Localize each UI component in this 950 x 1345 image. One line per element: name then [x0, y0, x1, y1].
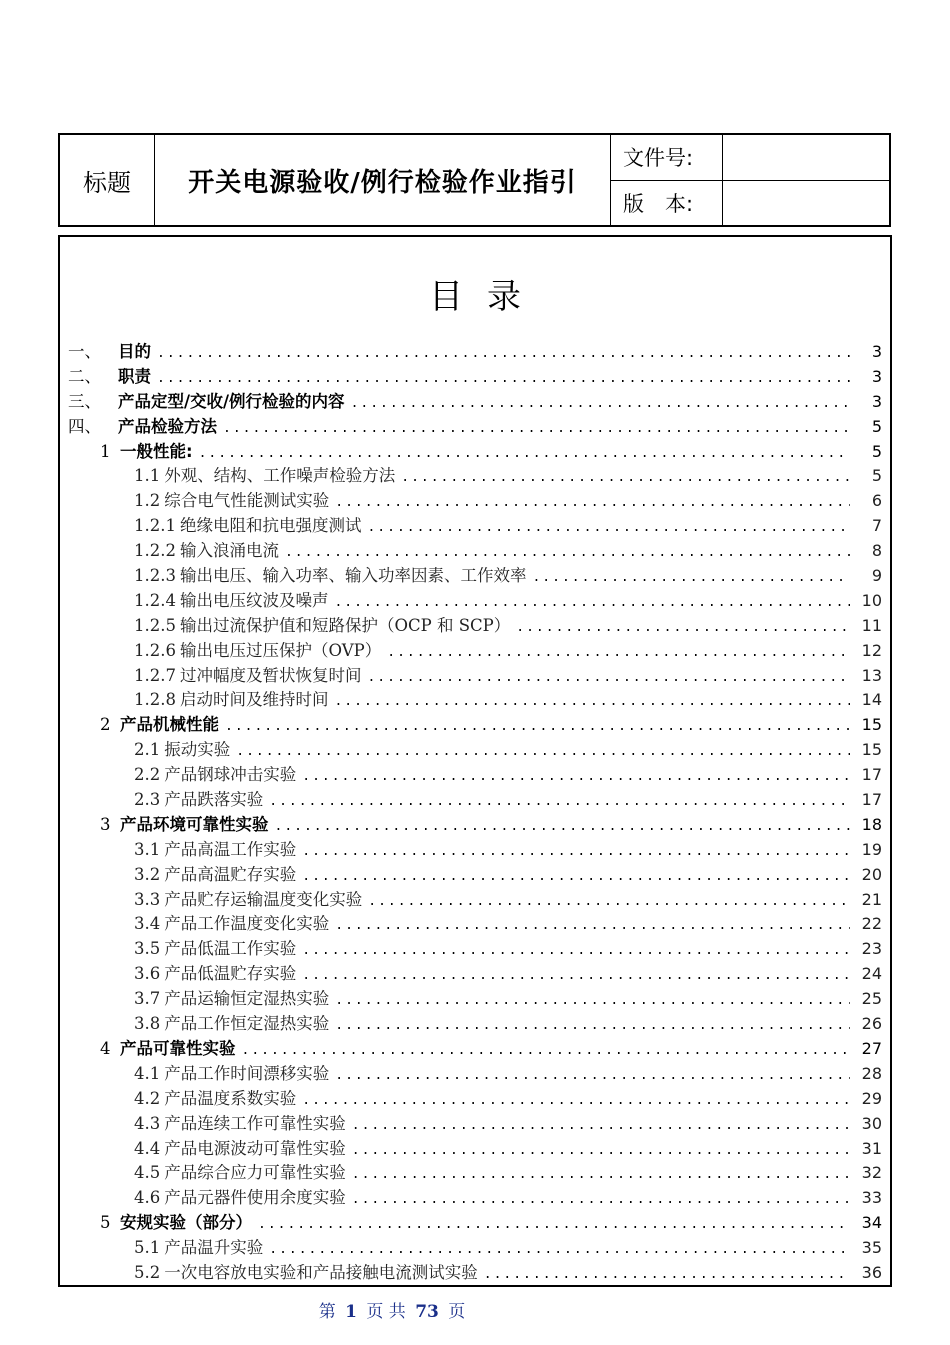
document-title: 开关电源验收/例行检验作业指引 [155, 135, 611, 225]
toc-entry-title: 产品机械性能 [120, 715, 219, 735]
version-row [611, 180, 889, 226]
toc-entry-number: 5.1 [134, 1238, 161, 1258]
toc-entry[interactable] [68, 1037, 882, 1062]
toc-entry[interactable] [68, 1062, 882, 1087]
toc-leader-dots [352, 1114, 850, 1139]
toc-entry-number: 5.2 [134, 1262, 161, 1282]
toc-leader-dots [275, 815, 851, 840]
toc-leader-dots [269, 790, 850, 815]
toc-entry-number: 1.2.4 [134, 590, 176, 610]
toc-entry[interactable] [68, 962, 882, 987]
toc-leader-dots [157, 367, 850, 392]
toc-entry-title: 产品环境可靠性实验 [120, 814, 269, 834]
toc-entry-number: 4.6 [134, 1188, 161, 1208]
toc-entry-page: 24 [861, 964, 882, 984]
toc-leader-dots [302, 765, 850, 790]
toc-entry-number: 一、 [68, 342, 101, 361]
toc-entry-number: 1.2.3 [134, 566, 176, 586]
toc-entry-page: 20 [861, 864, 882, 884]
toc-entry-title: 产品定型/交收/例行检验的内容 [118, 391, 345, 411]
toc-entry[interactable] [68, 489, 882, 514]
toc-entry-number: 5 [100, 1213, 111, 1233]
toc-entry[interactable] [68, 713, 882, 738]
toc-entry-title: 产品连续工作可靠性实验 [164, 1113, 346, 1133]
toc-leader-dots [302, 865, 850, 890]
doc-number-value [723, 135, 889, 180]
doc-number-label: 文件号: [611, 135, 723, 180]
toc-entry-title: 目的 [118, 342, 151, 361]
toc-entry[interactable] [68, 1211, 882, 1236]
toc-entry-title: 产品元器件使用余度实验 [164, 1188, 346, 1208]
toc-entry-page: 35 [861, 1238, 882, 1258]
toc-entry-number: 4.3 [134, 1113, 161, 1133]
toc-leader-dots [387, 641, 850, 666]
toc-entry[interactable] [68, 1236, 882, 1261]
toc-entry-number: 4.4 [134, 1138, 161, 1158]
toc-entry[interactable] [68, 514, 882, 539]
toc-entry[interactable] [68, 539, 882, 564]
toc-entry-page: 7 [871, 516, 882, 536]
toc-entry-page: 10 [861, 590, 882, 610]
toc-entry-number: 2 [100, 715, 111, 735]
toc-entry-page: 25 [861, 989, 882, 1009]
toc-leader-dots [335, 1064, 850, 1089]
toc-entry-title: 综合电气性能测试实验 [164, 491, 330, 511]
toc-list [68, 340, 882, 1286]
toc-entry-number: 3.6 [134, 964, 161, 984]
toc-entry-title: 外观、结构、工作噪声检验方法 [164, 466, 396, 486]
toc-entry[interactable] [68, 340, 882, 365]
toc-leader-dots [225, 715, 850, 740]
toc-entry-number: 1.2.1 [134, 516, 176, 536]
toc-leader-dots [334, 591, 850, 616]
toc-entry-number: 3.1 [134, 839, 161, 859]
toc-entry-title: 产品电源波动可靠性实验 [164, 1138, 346, 1158]
toc-leader-dots [367, 666, 850, 691]
toc-leader-dots [532, 566, 850, 591]
toc-entry-page: 18 [861, 814, 882, 834]
footer-prefix: 第 [318, 1302, 336, 1322]
toc-entry-page: 26 [861, 1014, 882, 1034]
toc-leader-dots [335, 914, 850, 939]
toc-entry[interactable] [68, 464, 882, 489]
toc-leader-dots [302, 964, 850, 989]
toc-leader-dots [335, 1014, 850, 1039]
toc-entry-page: 5 [871, 416, 882, 436]
toc-entry-number: 1.2.8 [134, 690, 176, 710]
toc-entry-title: 产品高温贮存实验 [164, 864, 297, 884]
toc-entry[interactable] [68, 987, 882, 1012]
toc-entry-title: 产品运输恒定湿热实验 [164, 989, 330, 1009]
toc-entry-title: 产品温升实验 [164, 1238, 264, 1258]
toc-entry-number: 1 [100, 441, 111, 461]
toc-entry-title: 振动实验 [164, 740, 231, 760]
toc-entry-number: 1.2.2 [134, 541, 176, 561]
toc-entry-number: 2.3 [134, 790, 161, 810]
toc-entry[interactable] [68, 738, 882, 763]
toc-leader-dots [351, 392, 850, 417]
toc-entry-page: 19 [861, 839, 882, 859]
toc-entry-page: 5 [871, 441, 882, 461]
toc-entry-page: 33 [861, 1188, 882, 1208]
toc-entry-title: 一次电容放电实验和产品接触电流测试实验 [164, 1262, 478, 1282]
toc-entry-page: 3 [871, 342, 882, 361]
toc-entry-title: 产品检验方法 [118, 416, 217, 436]
toc-leader-dots [334, 690, 850, 715]
toc-entry-title: 产品综合应力可靠性实验 [164, 1163, 346, 1183]
toc-entry-page: 23 [861, 939, 882, 959]
toc-entry[interactable] [68, 688, 882, 713]
toc-entry[interactable] [68, 1137, 882, 1162]
toc-entry[interactable] [68, 1186, 882, 1211]
toc-entry-number: 3.2 [134, 864, 161, 884]
toc-entry-page: 5 [871, 466, 882, 486]
toc-entry[interactable] [68, 664, 882, 689]
toc-entry-number: 3.5 [134, 939, 161, 959]
toc-leader-dots [269, 1238, 850, 1263]
toc-entry[interactable] [68, 912, 882, 937]
toc-entry-page: 28 [861, 1063, 882, 1083]
toc-leader-dots [157, 342, 850, 367]
toc-entry-page: 11 [861, 615, 882, 635]
toc-entry-page: 15 [861, 715, 882, 735]
header-label-cell: 标题 [60, 135, 155, 225]
footer-mid: 页 共 [366, 1302, 406, 1322]
toc-entry-page: 30 [861, 1113, 882, 1133]
toc-entry-title: 产品工作温度变化实验 [164, 914, 330, 934]
toc-leader-dots [302, 840, 850, 865]
toc-entry-number: 1.2.6 [134, 640, 176, 660]
toc-entry[interactable] [68, 589, 882, 614]
toc-entry[interactable] [68, 763, 882, 788]
toc-entry[interactable] [68, 365, 882, 390]
toc-entry-number: 3.7 [134, 989, 161, 1009]
toc-entry-page: 14 [861, 690, 882, 710]
toc-entry-title: 产品工作时间漂移实验 [164, 1063, 330, 1083]
toc-entry-page: 27 [861, 1038, 882, 1058]
toc-entry-title: 安规实验（部分） [120, 1213, 252, 1233]
toc-entry-number: 1.1 [134, 466, 161, 486]
footer-total-pages: 73 [415, 1302, 439, 1322]
toc-entry[interactable] [68, 863, 882, 888]
toc-entry-title: 输出电压纹波及噪声 [179, 590, 329, 610]
toc-leader-dots [236, 740, 850, 765]
toc-entry-page: 22 [861, 914, 882, 934]
toc-entry-title: 产品低温工作实验 [164, 939, 297, 959]
toc-entry[interactable] [68, 1087, 882, 1112]
toc-entry-number: 1.2.5 [134, 615, 176, 635]
document-header-table [58, 133, 891, 227]
toc-entry-page: 31 [861, 1138, 882, 1158]
toc-entry-number: 二、 [68, 366, 101, 386]
toc-entry-number: 四、 [68, 416, 101, 436]
page-footer [0, 1297, 784, 1322]
toc-entry-number: 2.1 [134, 740, 161, 760]
toc-entry-number: 2.2 [134, 765, 161, 785]
toc-entry-page: 8 [871, 541, 882, 561]
toc-entry[interactable] [68, 440, 882, 465]
toc-entry-title: 输出电压过压保护（OVP） [179, 640, 382, 660]
toc-entry-number: 4.2 [134, 1088, 161, 1108]
toc-entry-title: 输入浪涌电流 [179, 541, 279, 561]
toc-leader-dots [335, 491, 850, 516]
toc-entry-page: 12 [861, 640, 882, 660]
toc-entry-page: 9 [871, 566, 882, 586]
toc-entry[interactable] [68, 415, 882, 440]
toc-leader-dots [367, 516, 850, 541]
toc-entry[interactable] [68, 1112, 882, 1137]
toc-entry[interactable] [68, 614, 882, 639]
toc-entry-number: 4.1 [134, 1063, 161, 1083]
toc-entry-page: 13 [861, 665, 882, 685]
toc-entry-page: 3 [871, 366, 882, 386]
toc-entry-title: 产品贮存运输温度变化实验 [164, 889, 363, 909]
toc-entry-number: 1.2 [134, 491, 161, 511]
toc-entry[interactable] [68, 1012, 882, 1037]
header-fields [611, 135, 889, 225]
toc-entry-title: 启动时间及维持时间 [179, 690, 329, 710]
toc-entry-page: 15 [861, 740, 882, 760]
toc-entry-title: 产品工作恒定湿热实验 [164, 1014, 330, 1034]
toc-leader-dots [484, 1263, 850, 1288]
toc-leader-dots [258, 1213, 850, 1238]
toc-entry-page: 21 [861, 889, 882, 909]
footer-current-page: 1 [345, 1302, 357, 1322]
toc-entry[interactable] [68, 888, 882, 913]
toc-leader-dots [335, 989, 850, 1014]
toc-entry-number: 3.8 [134, 1014, 161, 1034]
toc-entry-page: 3 [871, 391, 882, 411]
toc-entry[interactable] [68, 1261, 882, 1286]
toc-leader-dots [352, 1188, 850, 1213]
toc-entry[interactable] [68, 937, 882, 962]
toc-entry[interactable] [68, 564, 882, 589]
toc-entry-title: 输出电压、输入功率、输入功率因素、工作效率 [179, 566, 527, 586]
toc-entry-title: 一般性能: [120, 441, 193, 461]
toc-leader-dots [302, 1089, 850, 1114]
toc-entry-title: 产品高温工作实验 [164, 839, 297, 859]
toc-leader-dots [223, 417, 850, 442]
toc-entry-title: 产品低温贮存实验 [164, 964, 297, 984]
toc-leader-dots [352, 1163, 850, 1188]
toc-entry-title: 产品可靠性实验 [120, 1038, 236, 1058]
toc-entry[interactable] [68, 639, 882, 664]
version-value [723, 181, 889, 226]
toc-entry-number: 3 [100, 814, 111, 834]
toc-entry-page: 29 [861, 1088, 882, 1108]
toc-leader-dots [285, 541, 850, 566]
toc-entry-page: 17 [861, 790, 882, 810]
toc-entry-title: 职责 [118, 366, 151, 386]
toc-leader-dots [302, 939, 850, 964]
toc-entry-number: 4 [100, 1038, 111, 1058]
doc-number-row [611, 135, 889, 180]
toc-entry-title: 绝缘电阻和抗电强度测试 [179, 516, 362, 536]
toc-entry-page: 34 [861, 1213, 882, 1233]
toc-leader-dots [401, 466, 850, 491]
toc-entry-title: 产品钢球冲击实验 [164, 765, 297, 785]
toc-entry-number: 1.2.7 [134, 665, 176, 685]
toc-entry-number: 4.5 [134, 1163, 161, 1183]
toc-frame [58, 235, 892, 1287]
toc-entry-page: 36 [861, 1262, 882, 1282]
toc-entry-page: 17 [861, 765, 882, 785]
toc-entry-number: 三、 [68, 391, 101, 411]
toc-leader-dots [242, 1039, 851, 1064]
toc-entry[interactable] [68, 788, 882, 813]
toc-entry-title: 产品温度系数实验 [164, 1088, 297, 1108]
footer-suffix: 页 [448, 1302, 466, 1322]
toc-entry-title: 过冲幅度及暂状恢复时间 [179, 665, 362, 685]
toc-leader-dots [516, 616, 850, 641]
toc-entry[interactable] [68, 1161, 882, 1186]
toc-entry-number: 3.3 [134, 889, 161, 909]
toc-entry-page: 6 [871, 491, 882, 511]
toc-leader-dots [199, 442, 850, 467]
toc-title: 目录 [429, 277, 545, 317]
version-label: 版 本: [611, 181, 723, 226]
toc-entry-page: 32 [861, 1163, 882, 1183]
toc-leader-dots [368, 890, 850, 915]
toc-entry[interactable] [68, 390, 882, 415]
toc-entry[interactable] [68, 813, 882, 838]
toc-leader-dots [352, 1139, 850, 1164]
toc-entry-title: 输出过流保护值和短路保护（OCP 和 SCP） [179, 615, 511, 635]
toc-entry[interactable] [68, 838, 882, 863]
toc-entry-number: 3.4 [134, 914, 161, 934]
toc-entry-title: 产品跌落实验 [164, 790, 264, 810]
